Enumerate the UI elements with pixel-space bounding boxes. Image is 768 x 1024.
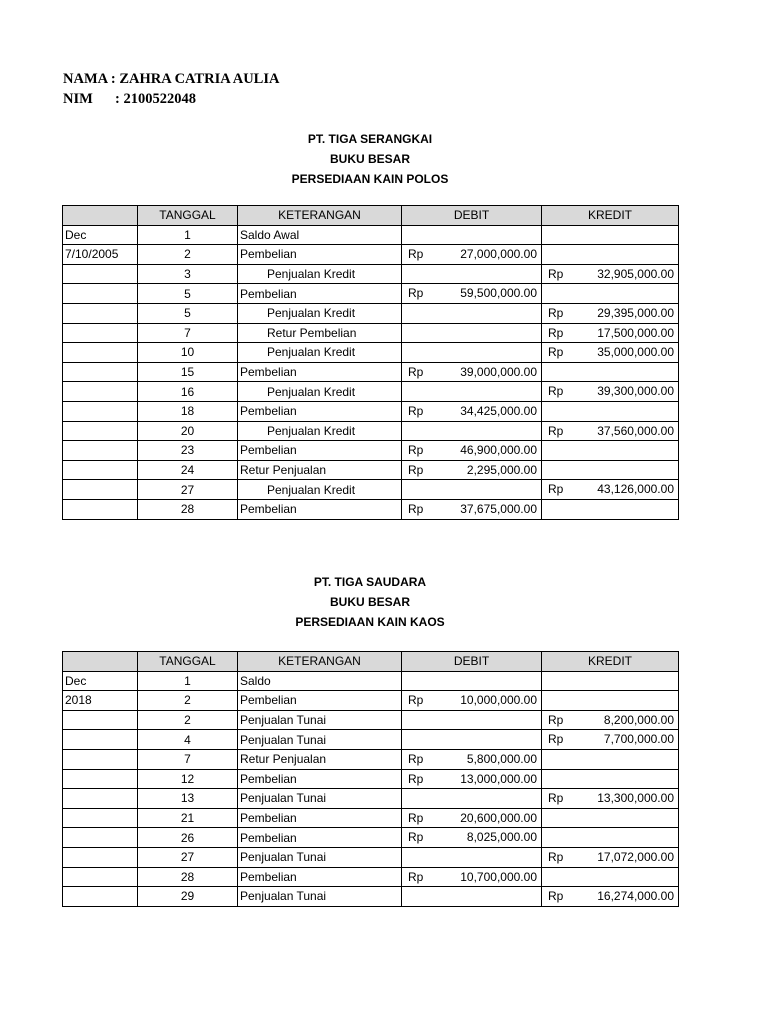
kredit-amount: 37,560,000.00 [597, 423, 674, 438]
keterangan-cell: Pembelian [238, 828, 402, 848]
period-cell: Dec [63, 671, 138, 691]
keterangan-cell: Pembelian [238, 867, 402, 887]
kredit-cell [542, 421, 679, 441]
table-row [63, 730, 679, 750]
tanggal-cell: 24 [138, 460, 238, 480]
ledger-1-header-row [63, 206, 679, 226]
kredit-cell [542, 730, 679, 750]
tanggal-cell: 15 [138, 362, 238, 382]
kredit-cell [542, 323, 679, 343]
kredit-cell [542, 284, 679, 304]
debit-cell [402, 441, 542, 461]
currency-label: Rp [548, 889, 564, 904]
kredit-amount: 32,905,000.00 [597, 266, 674, 281]
keterangan-cell: Pembelian [238, 245, 402, 265]
keterangan-cell: Saldo [238, 671, 402, 691]
keterangan-cell: Pembelian [238, 284, 402, 304]
keterangan-cell: Penjualan Tunai [238, 789, 402, 809]
ledger-1-title [62, 129, 678, 189]
header-debit: DEBIT [402, 652, 542, 672]
tanggal-cell: 2 [138, 691, 238, 711]
keterangan-cell: Penjualan Kredit [238, 382, 402, 402]
debit-amount: 10,000,000.00 [460, 693, 537, 708]
kredit-cell [542, 691, 679, 711]
header-period [63, 652, 138, 672]
tanggal-cell: 29 [138, 887, 238, 907]
tanggal-cell: 13 [138, 789, 238, 809]
tanggal-cell: 1 [138, 225, 238, 245]
debit-amount: 2,295,000.00 [466, 462, 537, 477]
currency-label: Rp [408, 501, 424, 516]
currency-label: Rp [548, 791, 564, 806]
header-keterangan: KETERANGAN [238, 206, 402, 226]
table-row [63, 343, 679, 363]
header-debit: DEBIT [402, 206, 542, 226]
currency-label: Rp [408, 869, 424, 884]
keterangan-cell: Pembelian [238, 441, 402, 461]
kredit-cell [542, 887, 679, 907]
header-tanggal: TANGGAL [138, 206, 238, 226]
currency-label: Rp [408, 830, 424, 845]
table-row [63, 264, 679, 284]
keterangan-cell: Pembelian [238, 691, 402, 711]
kredit-cell [542, 710, 679, 730]
tanggal-cell: 16 [138, 382, 238, 402]
kredit-cell [542, 789, 679, 809]
keterangan-cell: Pembelian [238, 499, 402, 519]
debit-amount: 46,900,000.00 [460, 443, 537, 458]
debit-cell [402, 769, 542, 789]
period-cell: 2018 [63, 691, 138, 711]
period-cell [63, 867, 138, 887]
currency-label: Rp [408, 771, 424, 786]
table-row [63, 789, 679, 809]
debit-cell [402, 362, 542, 382]
student-name: NAMA : ZAHRA CATRIA AULIA [63, 71, 280, 87]
kredit-cell [542, 808, 679, 828]
kredit-amount: 17,500,000.00 [597, 325, 674, 340]
period-cell [63, 421, 138, 441]
debit-cell [402, 303, 542, 323]
table-row [63, 460, 679, 480]
debit-cell [402, 808, 542, 828]
tanggal-cell: 27 [138, 847, 238, 867]
ledger-2-book: BUKU BESAR [329, 595, 410, 609]
kredit-cell [542, 769, 679, 789]
kredit-cell [542, 303, 679, 323]
keterangan-cell: Penjualan Tunai [238, 730, 402, 750]
table-row [63, 867, 679, 887]
period-cell [63, 847, 138, 867]
ledger-1-table [62, 205, 679, 520]
keterangan-cell: Penjualan Tunai [238, 887, 402, 907]
tanggal-cell: 28 [138, 867, 238, 887]
table-row [63, 499, 679, 519]
debit-cell [402, 323, 542, 343]
tanggal-cell: 7 [138, 323, 238, 343]
table-row [63, 710, 679, 730]
kredit-cell [542, 480, 679, 500]
ledger-1-body [63, 225, 679, 519]
debit-cell [402, 691, 542, 711]
student-nim-row [63, 89, 279, 109]
ledger-1-company: PT. TIGA SERANGKAI [307, 132, 433, 146]
debit-amount: 8,025,000.00 [466, 830, 537, 845]
debit-cell [402, 710, 542, 730]
kredit-amount: 39,300,000.00 [597, 384, 674, 399]
debit-cell [402, 401, 542, 421]
student-name-row [63, 69, 279, 89]
kredit-cell [542, 264, 679, 284]
table-row [63, 671, 679, 691]
debit-amount: 39,000,000.00 [460, 364, 537, 379]
period-cell [63, 303, 138, 323]
debit-amount: 34,425,000.00 [460, 403, 537, 418]
period-cell [63, 343, 138, 363]
table-row [63, 749, 679, 769]
kredit-cell [542, 749, 679, 769]
debit-amount: 20,600,000.00 [460, 810, 537, 825]
period-cell [63, 499, 138, 519]
header-tanggal: TANGGAL [138, 652, 238, 672]
debit-cell [402, 225, 542, 245]
tanggal-cell: 2 [138, 245, 238, 265]
period-cell [63, 749, 138, 769]
table-row [63, 245, 679, 265]
nim-value: : 2100522048 [115, 91, 196, 107]
kredit-cell [542, 382, 679, 402]
table-row [63, 441, 679, 461]
kredit-amount: 17,072,000.00 [597, 849, 674, 864]
period-cell [63, 730, 138, 750]
currency-label: Rp [548, 325, 564, 340]
ledger-2-body [63, 671, 679, 906]
table-row [63, 421, 679, 441]
currency-label: Rp [408, 693, 424, 708]
tanggal-cell: 2 [138, 710, 238, 730]
currency-label: Rp [548, 345, 564, 360]
table-row [63, 480, 679, 500]
currency-label: Rp [408, 286, 424, 301]
tanggal-cell: 27 [138, 480, 238, 500]
tanggal-cell: 3 [138, 264, 238, 284]
header-kredit: KREDIT [542, 206, 679, 226]
period-cell [63, 460, 138, 480]
tanggal-cell: 10 [138, 343, 238, 363]
kredit-amount: 29,395,000.00 [597, 305, 674, 320]
kredit-cell [542, 225, 679, 245]
period-cell [63, 382, 138, 402]
debit-cell [402, 730, 542, 750]
kredit-amount: 7,700,000.00 [603, 732, 674, 747]
currency-label: Rp [548, 384, 564, 399]
debit-amount: 59,500,000.00 [460, 286, 537, 301]
debit-cell [402, 480, 542, 500]
currency-label: Rp [408, 810, 424, 825]
period-cell [63, 887, 138, 907]
debit-cell [402, 671, 542, 691]
kredit-cell [542, 441, 679, 461]
keterangan-cell: Retur Penjualan [238, 749, 402, 769]
currency-label: Rp [548, 423, 564, 438]
period-cell: Dec [63, 225, 138, 245]
table-row [63, 382, 679, 402]
table-row [63, 887, 679, 907]
nim-label: NIM [63, 91, 93, 107]
kredit-cell [542, 245, 679, 265]
tanggal-cell: 5 [138, 284, 238, 304]
period-cell [63, 808, 138, 828]
keterangan-cell: Penjualan Kredit [238, 264, 402, 284]
table-row [63, 303, 679, 323]
tanggal-cell: 5 [138, 303, 238, 323]
kredit-cell [542, 847, 679, 867]
kredit-amount: 16,274,000.00 [597, 889, 674, 904]
currency-label: Rp [548, 849, 564, 864]
table-row [63, 401, 679, 421]
ledger-2-title [62, 572, 678, 632]
tanggal-cell: 21 [138, 808, 238, 828]
kredit-cell [542, 867, 679, 887]
kredit-cell [542, 401, 679, 421]
period-cell [63, 362, 138, 382]
keterangan-cell: Pembelian [238, 808, 402, 828]
debit-cell [402, 847, 542, 867]
currency-label: Rp [548, 266, 564, 281]
table-row [63, 769, 679, 789]
period-cell [63, 828, 138, 848]
table-row [63, 284, 679, 304]
period-cell [63, 769, 138, 789]
tanggal-cell: 4 [138, 730, 238, 750]
tanggal-cell: 26 [138, 828, 238, 848]
tanggal-cell: 1 [138, 671, 238, 691]
period-cell [63, 323, 138, 343]
currency-label: Rp [408, 751, 424, 766]
debit-cell [402, 460, 542, 480]
period-cell [63, 264, 138, 284]
kredit-cell [542, 343, 679, 363]
keterangan-cell: Pembelian [238, 769, 402, 789]
ledger-2-header-row [63, 652, 679, 672]
keterangan-cell: Pembelian [238, 401, 402, 421]
currency-label: Rp [548, 712, 564, 727]
period-cell [63, 480, 138, 500]
debit-cell [402, 499, 542, 519]
debit-cell [402, 887, 542, 907]
ledger-2-company: PT. TIGA SAUDARA [313, 575, 427, 589]
currency-label: Rp [548, 305, 564, 320]
keterangan-cell: Retur Pembelian [238, 323, 402, 343]
debit-amount: 13,000,000.00 [460, 771, 537, 786]
currency-label: Rp [408, 462, 424, 477]
tanggal-cell: 18 [138, 401, 238, 421]
table-row [63, 691, 679, 711]
keterangan-cell: Penjualan Kredit [238, 480, 402, 500]
currency-label: Rp [548, 732, 564, 747]
debit-amount: 10,700,000.00 [460, 869, 537, 884]
debit-cell [402, 382, 542, 402]
ledger-1-book: BUKU BESAR [329, 152, 410, 166]
debit-cell [402, 828, 542, 848]
debit-amount: 27,000,000.00 [460, 247, 537, 262]
debit-cell [402, 789, 542, 809]
keterangan-cell: Retur Penjualan [238, 460, 402, 480]
period-cell [63, 441, 138, 461]
debit-cell [402, 421, 542, 441]
kredit-amount: 8,200,000.00 [603, 712, 674, 727]
debit-cell [402, 749, 542, 769]
tanggal-cell: 12 [138, 769, 238, 789]
kredit-amount: 43,126,000.00 [597, 482, 674, 497]
kredit-cell [542, 828, 679, 848]
header-kredit: KREDIT [542, 652, 679, 672]
keterangan-cell: Pembelian [238, 362, 402, 382]
table-row [63, 225, 679, 245]
debit-cell [402, 264, 542, 284]
table-row [63, 847, 679, 867]
currency-label: Rp [408, 364, 424, 379]
ledger-2-table [62, 651, 679, 907]
kredit-amount: 13,300,000.00 [597, 791, 674, 806]
debit-amount: 37,675,000.00 [460, 501, 537, 516]
kredit-cell [542, 362, 679, 382]
debit-amount: 5,800,000.00 [466, 751, 537, 766]
tanggal-cell: 23 [138, 441, 238, 461]
debit-cell [402, 867, 542, 887]
table-row [63, 362, 679, 382]
period-cell: 7/10/2005 [63, 245, 138, 265]
tanggal-cell: 7 [138, 749, 238, 769]
currency-label: Rp [548, 482, 564, 497]
period-cell [63, 710, 138, 730]
debit-cell [402, 343, 542, 363]
keterangan-cell: Penjualan Kredit [238, 421, 402, 441]
student-info [63, 69, 279, 109]
kredit-amount: 35,000,000.00 [597, 345, 674, 360]
kredit-cell [542, 460, 679, 480]
ledger-1-account: PERSEDIAAN KAIN POLOS [291, 172, 449, 186]
period-cell [63, 401, 138, 421]
table-row [63, 323, 679, 343]
keterangan-cell: Penjualan Kredit [238, 343, 402, 363]
table-row [63, 808, 679, 828]
tanggal-cell: 20 [138, 421, 238, 441]
keterangan-cell: Penjualan Tunai [238, 710, 402, 730]
tanggal-cell: 28 [138, 499, 238, 519]
header-keterangan: KETERANGAN [238, 652, 402, 672]
debit-cell [402, 245, 542, 265]
period-cell [63, 284, 138, 304]
keterangan-cell: Saldo Awal [238, 225, 402, 245]
kredit-cell [542, 671, 679, 691]
debit-cell [402, 284, 542, 304]
currency-label: Rp [408, 247, 424, 262]
keterangan-cell: Penjualan Tunai [238, 847, 402, 867]
currency-label: Rp [408, 403, 424, 418]
currency-label: Rp [408, 443, 424, 458]
keterangan-cell: Penjualan Kredit [238, 303, 402, 323]
table-row [63, 828, 679, 848]
ledger-2-account: PERSEDIAAN KAIN KAOS [295, 615, 445, 629]
period-cell [63, 789, 138, 809]
kredit-cell [542, 499, 679, 519]
header-period [63, 206, 138, 226]
